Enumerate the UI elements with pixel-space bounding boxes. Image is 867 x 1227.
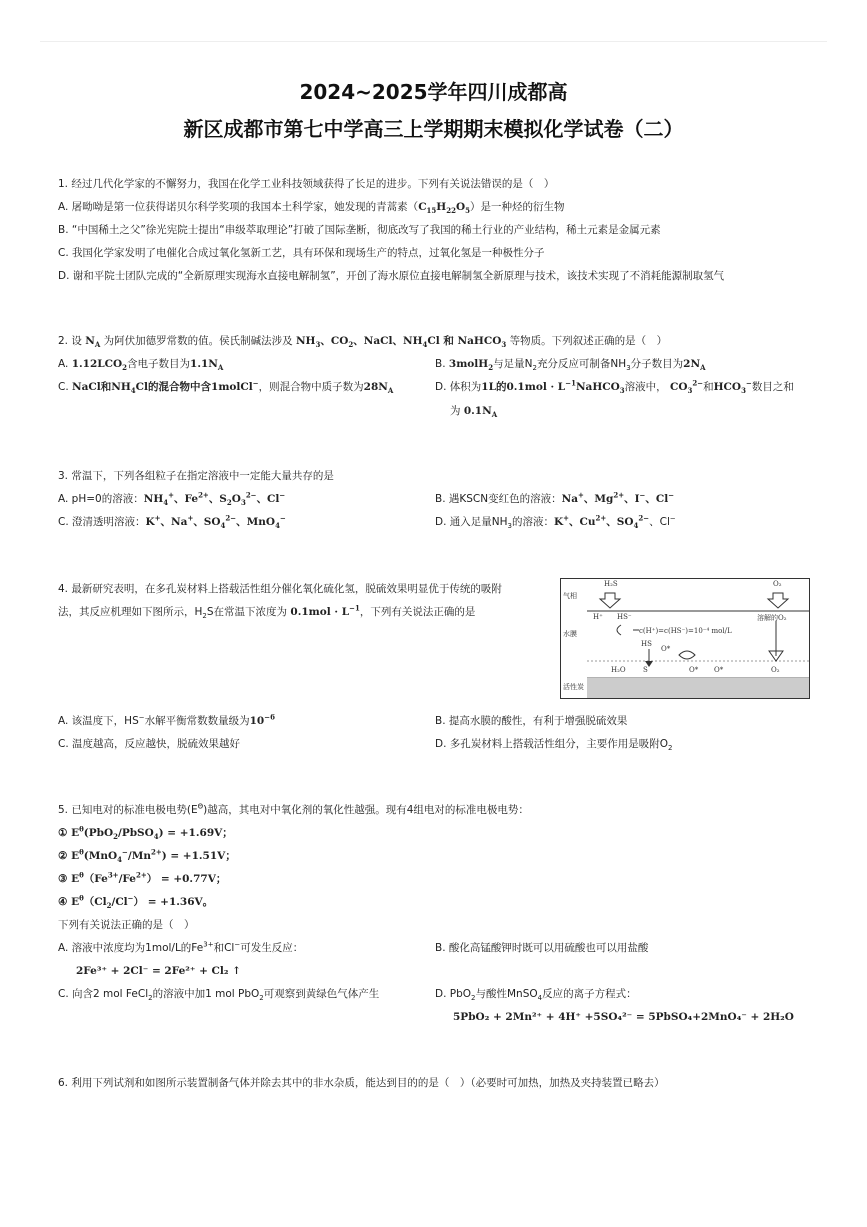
fig-o2-bottom: O₂ [771, 666, 780, 674]
q4-option-c: C. 温度越高，反应越快，脱硫效果越好 [58, 738, 241, 750]
q3-option-c: C. 澄清透明溶液：K+、Na+、$SO_4^{2-}$、MnO$_4$− [58, 513, 286, 531]
q5-potential-3: ③ $E^\theta(Fe^{3+}/Fe^{2+}) = +0.77V$； [58, 870, 227, 885]
q4-option-d: D. 多孔炭材料上搭载活性组分，主要作用是吸附$O_2$ [435, 738, 673, 753]
fig-h2o: H₂O [611, 666, 626, 674]
q5-option-b: B. 酸化高锰酸钾时既可以用硫酸也可以用盐酸 [435, 942, 649, 954]
q3-stem: 3. 常温下，下列各组粒子在指定溶液中一定能大量共存的是 [58, 470, 334, 482]
q5-potential-1: ① $E^\theta(PbO_2/PbSO_4) = +1.69V$； [58, 824, 233, 842]
fig-hs-minus: HS⁻ [617, 613, 632, 621]
fig-s: S [643, 666, 648, 674]
q5-option-c: C. 向含2 mol FeCl$_2$的溶液中加1 mol PbO$_2$可观察到黄绿色气体产生 [58, 988, 380, 1003]
q5-potential-4: ④ $E^\theta(Cl_2/Cl^-) = +1.36V$。 [58, 893, 214, 911]
fig-arrow-h2s [600, 593, 620, 608]
q1-a-formula: $C_{15}H_{22}O_5$ [418, 201, 470, 216]
q2-option-a: A. $1.12LCO_2$含电子数目为$1.1N_A$ [58, 358, 224, 373]
q2-stem: 2. 设 $N_A$ 为阿伏加德罗常数的值。侯氏制碱法涉及 $NH_3$、$CO_2$、NaCl、$NH_4Cl$ 和 NaHCO$_3$ 等物质。下列叙述正确的是（ ） [58, 335, 668, 350]
q4-option-b: B. 提高水膜的酸性，有利于增强脱硫效果 [435, 715, 628, 727]
q2-option-d: D. 体积为1L的$0.1mol \cdot L^{-1}NaHCO_3$溶液中， $CO_3^{2-}$和$HCO_3^-$数目之和 [435, 378, 794, 396]
q6-stem: 6. 利用下列试剂和如图所示装置制备气体并除去其中的非水杂质，能达到目的的是（ ）（必要时可加热，加热及夹持装置已略去） [58, 1077, 665, 1089]
q1-option-c: C. 我国化学家发明了电催化合成过氧化氢新工艺，具有环保和现场生产的特点，过氧化氢是一种极性分子 [58, 247, 545, 259]
desulfurization-mechanism-figure [560, 578, 810, 699]
q5-ask: 下列有关说法正确的是（ ） [58, 919, 195, 931]
fig-label-carbon: 活性炭 [563, 683, 584, 691]
top-rule [40, 41, 827, 42]
fig-label-water-film: 水膜 [563, 630, 577, 638]
q3-option-b: B. 遇KSCN变红色的溶液：Na+、$Mg^{2+}$、I−、Cl− [435, 490, 675, 505]
q5-option-a: A. 溶液中浓度均为1mol/L的$Fe^{3+}$和Cl−可发生反应： [58, 940, 304, 954]
title-line-2: 新区成都市第七中学高三上学期期末模拟化学试卷（二） [183, 117, 684, 141]
q1-option-d: D. 谢和平院士团队完成的“全新原理实现海水直接电解制氢”，开创了海水原位直接电解制氢全新原理与技术，该技术实现了不消耗能源制取氢气 [58, 270, 725, 282]
q4-stem-line1: 4. 最新研究表明，在多孔炭材料上搭载活性组分催化氧化硫化氢，脱硫效果明显优于传统的吸附 [58, 583, 502, 595]
fig-concentration: c(H⁺)=c(HS⁻)=10⁻⁴ mol/L [639, 627, 732, 635]
q1-option-b: B. “中国稀土之父”徐光宪院士提出“串级萃取理论”打破了国际垄断，彻底改写了我国的稀土行业的产业结构，稀土元素是金属元素 [58, 224, 661, 236]
title-line-1: 2024~2025学年四川成都高 [299, 80, 568, 104]
q2-option-d-line2: 为 $0.1N_A$ [450, 405, 498, 420]
fig-arrow-o2 [768, 593, 788, 608]
q5-option-d: D. PbO$_2$与酸性MnSO$_4$反应的离子方程式： [435, 988, 637, 1003]
q2-option-c: C. NaCl和$NH_4Cl$的混合物中含1molCl−，则混合物中质子数为$28N_A$ [58, 378, 394, 396]
fig-h2s: H₂S [604, 580, 618, 588]
fig-dissolved-o2: 溶解的O₂ [757, 614, 787, 622]
q3-option-a: A. pH=0的溶液：$NH_4^+$、$Fe^{2+}$、$S_2O_3^{2-}$、Cl− [58, 490, 286, 508]
fig-h-plus: H⁺ [593, 613, 603, 621]
q4-stem-line2: 法，其反应机理如下图所示，$H_2S$在常温下浓度为 $0.1mol \cdot L^{-1}$，下列有关说法正确的是 [58, 603, 476, 621]
fig-o-star-3: O* [714, 666, 724, 674]
q5-potential-2: ② $E^\theta(MnO_4^-/Mn^{2+}) = +1.51V$； [58, 847, 236, 865]
q2-option-b: B. 3molH$_2$与足量$N_2$充分反应可制备$NH_3$分子数目为$2N_A$ [435, 358, 706, 373]
fig-label-gas: 气相 [563, 592, 577, 600]
q1-option-a: A. 屠呦呦是第一位获得诺贝尔科学奖项的我国本土科学家，她发现的青蒿素$(C_{15}H_{22}O_5)$是一种烃的衍生物 [58, 201, 565, 216]
activated-carbon-band [587, 678, 809, 698]
q5-option-a-equation: 2Fe³⁺ + 2Cl⁻ = 2Fe²⁺ + Cl₂ ↑ [76, 965, 241, 977]
fig-o-star-1: O* [661, 645, 671, 653]
q3-option-d: D. 通入足量$NH_3$的溶液：K+、$Cu^{2+}$、$SO_4^{2-}$、Cl− [435, 513, 676, 531]
q5-option-d-equation: 5PbO₂ + 2Mn²⁺ + 4H⁺ +5SO₄²⁻ = 5PbSO₄+2MnO₄⁻ + 2H₂O [453, 1011, 794, 1023]
q5-stem: 5. 已知电对的标准电极电势$(E^\Theta)$越高，其电对中氧化剂的氧化性越强。现有4组电对的标准电极电势： [58, 802, 529, 816]
fig-o2-top: O₂ [773, 580, 782, 588]
fig-o-star-2: O* [689, 666, 699, 674]
fig-hs: HS [641, 640, 652, 648]
q4-option-a: A. 该温度下，HS−水解平衡常数数量级为$10^{-6}$ [58, 712, 275, 727]
q1-stem: 1. 经过几代化学家的不懈努力，我国在化学工业科技领域获得了长足的进步。下列有关说法错误的是（ ） [58, 178, 555, 190]
